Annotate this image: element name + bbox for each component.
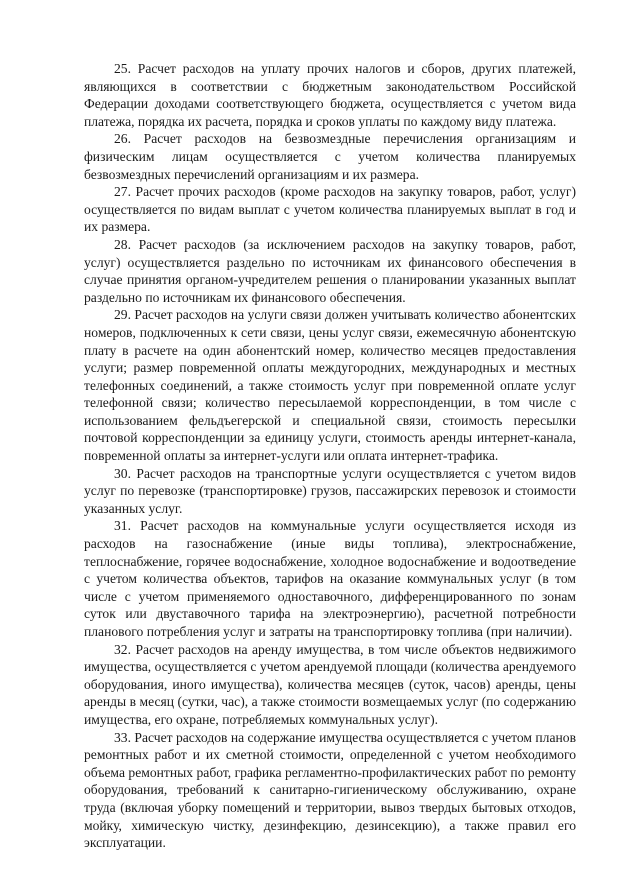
paragraph-31: 31. Расчет расходов на коммунальные услуги осуществляется исходя из расходов на газоснабжение (иные виды топлива), электроснабжение, теплоснабжение, горячее водоснабжение, холодное водоснабжение и водоотведение с учетом количества объектов, тарифов на оказание коммунальных услуг (в том числе с учетом применяемого одноставочного, дифференцированного по зонам суток или двуставочного тарифа на электроэнергию), расчетной потребности планового потребления услуг и затраты на транспортировку топлива (при наличии). — [84, 518, 576, 639]
paragraph-32: 32. Расчет расходов на аренду имущества, в том числе объектов недвижимого имущества, осуществляется с учетом арендуемой площади (количества арендуемого оборудования, иного имущества), количества месяцев (суток, часов) аренды, цены аренды в месяц (сутки, час), а также стоимости возмещаемых услуг (по содержанию имущества, его охране, потребляемых коммунальных услуг). — [84, 641, 576, 727]
paragraph-25: 25. Расчет расходов на уплату прочих налогов и сборов, других платежей, являющихся в соответствии с бюджетным законодательством Российской Федерации доходами соответствующего бюджета, осуществляется с учетом вида платежа, порядка их расчета, порядка и сроков уплаты по каждому виду платежа. — [84, 61, 576, 129]
paragraph-29: 29. Расчет расходов на услуги связи должен учитывать количество абонентских номеров, подключенных к сети связи, цены услуг связи, ежемесячную абонентскую плату в расчете на один абонентский номер, количество месяцев предоставления услуги; размер повременной оплаты междугородних, международных и местных телефонных соединений, а также стоимость услуг при повременной оплате услуг телефонной связи; количество пересылаемой корреспонденции, в том числе с использованием фельдъегерской и специальной связи, стоимость пересылки почтовой корреспонденции за единицу услуги, стоимость аренды интернет-канала, повременной оплаты за интернет-услуги или оплата интернет-трафика. — [84, 307, 576, 464]
paragraph-30: 30. Расчет расходов на транспортные услуги осуществляется с учетом видов услуг по перевозке (транспортировке) грузов, пассажирских перевозок и стоимости указанных услуг. — [84, 465, 576, 516]
document-body — [84, 60, 576, 852]
paragraph-28: 28. Расчет расходов (за исключением расходов на закупку товаров, работ, услуг) осуществляется раздельно по источникам их финансового обеспечения в случае принятия органом-учредителем решения о планировании указанных выплат раздельно по источникам их финансового обеспечения. — [84, 236, 576, 305]
paragraph-26: 26. Расчет расходов на безвозмездные перечисления организациям и физическим лицам осуществляется с учетом количества планируемых безвозмездных перечислений организациям и их размера. — [84, 131, 576, 182]
paragraph-27: 27. Расчет прочих расходов (кроме расходов на закупку товаров, работ, услуг) осуществляется по видам выплат с учетом количества планируемых выплат в год и их размера. — [84, 184, 576, 235]
paragraph-33: 33. Расчет расходов на содержание имущества осуществляется с учетом планов ремонтных работ и их сметной стоимости, определенной с учетом необходимого объема ремонтных работ, графика регламентно-профилактических работ по ремонту оборудования, требований к санитарно-гигиеническому обслуживанию, охране труда (включая уборку помещений и территории, вывоз твердых бытовых отходов, мойку, химическую чистку, дезинфекцию, дезинсекцию), а также правил его эксплуатации. — [84, 729, 576, 851]
